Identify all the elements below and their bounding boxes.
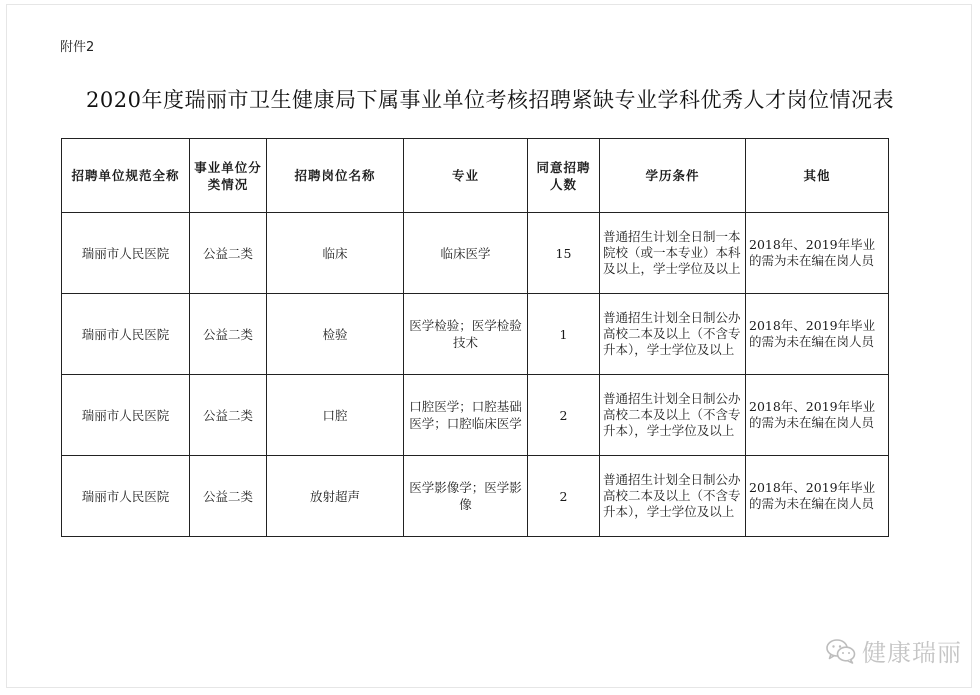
cell-unit: 瑞丽市人民医院	[62, 375, 190, 456]
cell-position: 放射超声	[267, 456, 404, 537]
cell-unit: 瑞丽市人民医院	[62, 213, 190, 294]
table-row	[62, 294, 889, 375]
cell-count: 2	[528, 456, 600, 537]
cell-count: 15	[528, 213, 600, 294]
cell-category: 公益二类	[190, 375, 267, 456]
cell-unit: 瑞丽市人民医院	[62, 294, 190, 375]
cell-other: 2018年、2019年毕业的需为未在编在岗人员	[746, 213, 889, 294]
table-row	[62, 213, 889, 294]
cell-education: 普通招生计划全日制公办高校二本及以上（不含专升本），学士学位及以上	[600, 456, 746, 537]
watermark-text: 健康瑞丽	[862, 639, 962, 667]
cell-major: 口腔医学；口腔基础医学；口腔临床医学	[404, 375, 528, 456]
table-header-row	[62, 139, 889, 213]
cell-position: 检验	[267, 294, 404, 375]
positions-table	[61, 138, 889, 537]
header-education: 学历条件	[600, 139, 746, 213]
cell-unit: 瑞丽市人民医院	[62, 456, 190, 537]
cell-category: 公益二类	[190, 213, 267, 294]
appendix-label: 附件2	[60, 40, 95, 55]
header-position: 招聘岗位名称	[267, 139, 404, 213]
cell-education: 普通招生计划全日制公办高校二本及以上（不含专升本），学士学位及以上	[600, 294, 746, 375]
cell-count: 2	[528, 375, 600, 456]
table-row	[62, 456, 889, 537]
cell-category: 公益二类	[190, 456, 267, 537]
cell-major: 医学影像学；医学影像	[404, 456, 528, 537]
header-category: 事业单位分类情况	[190, 139, 267, 213]
cell-education: 普通招生计划全日制公办高校二本及以上（不含专升本），学士学位及以上	[600, 375, 746, 456]
table-row	[62, 375, 889, 456]
watermark	[826, 633, 962, 668]
cell-major: 医学检验；医学检验技术	[404, 294, 528, 375]
wechat-icon	[826, 638, 856, 664]
cell-other: 2018年、2019年毕业的需为未在编在岗人员	[746, 375, 889, 456]
cell-position: 口腔	[267, 375, 404, 456]
header-other: 其他	[746, 139, 889, 213]
cell-other: 2018年、2019年毕业的需为未在编在岗人员	[746, 456, 889, 537]
document-title: 2020年度瑞丽市卫生健康局下属事业单位考核招聘紧缺专业学科优秀人才岗位情况表	[86, 88, 894, 112]
cell-major: 临床医学	[404, 213, 528, 294]
cell-position: 临床	[267, 213, 404, 294]
header-unit: 招聘单位规范全称	[62, 139, 190, 213]
cell-category: 公益二类	[190, 294, 267, 375]
cell-count: 1	[528, 294, 600, 375]
header-major: 专业	[404, 139, 528, 213]
header-count: 同意招聘人数	[528, 139, 600, 213]
cell-education: 普通招生计划全日制一本院校（或一本专业）本科及以上，学士学位及以上	[600, 213, 746, 294]
cell-other: 2018年、2019年毕业的需为未在编在岗人员	[746, 294, 889, 375]
